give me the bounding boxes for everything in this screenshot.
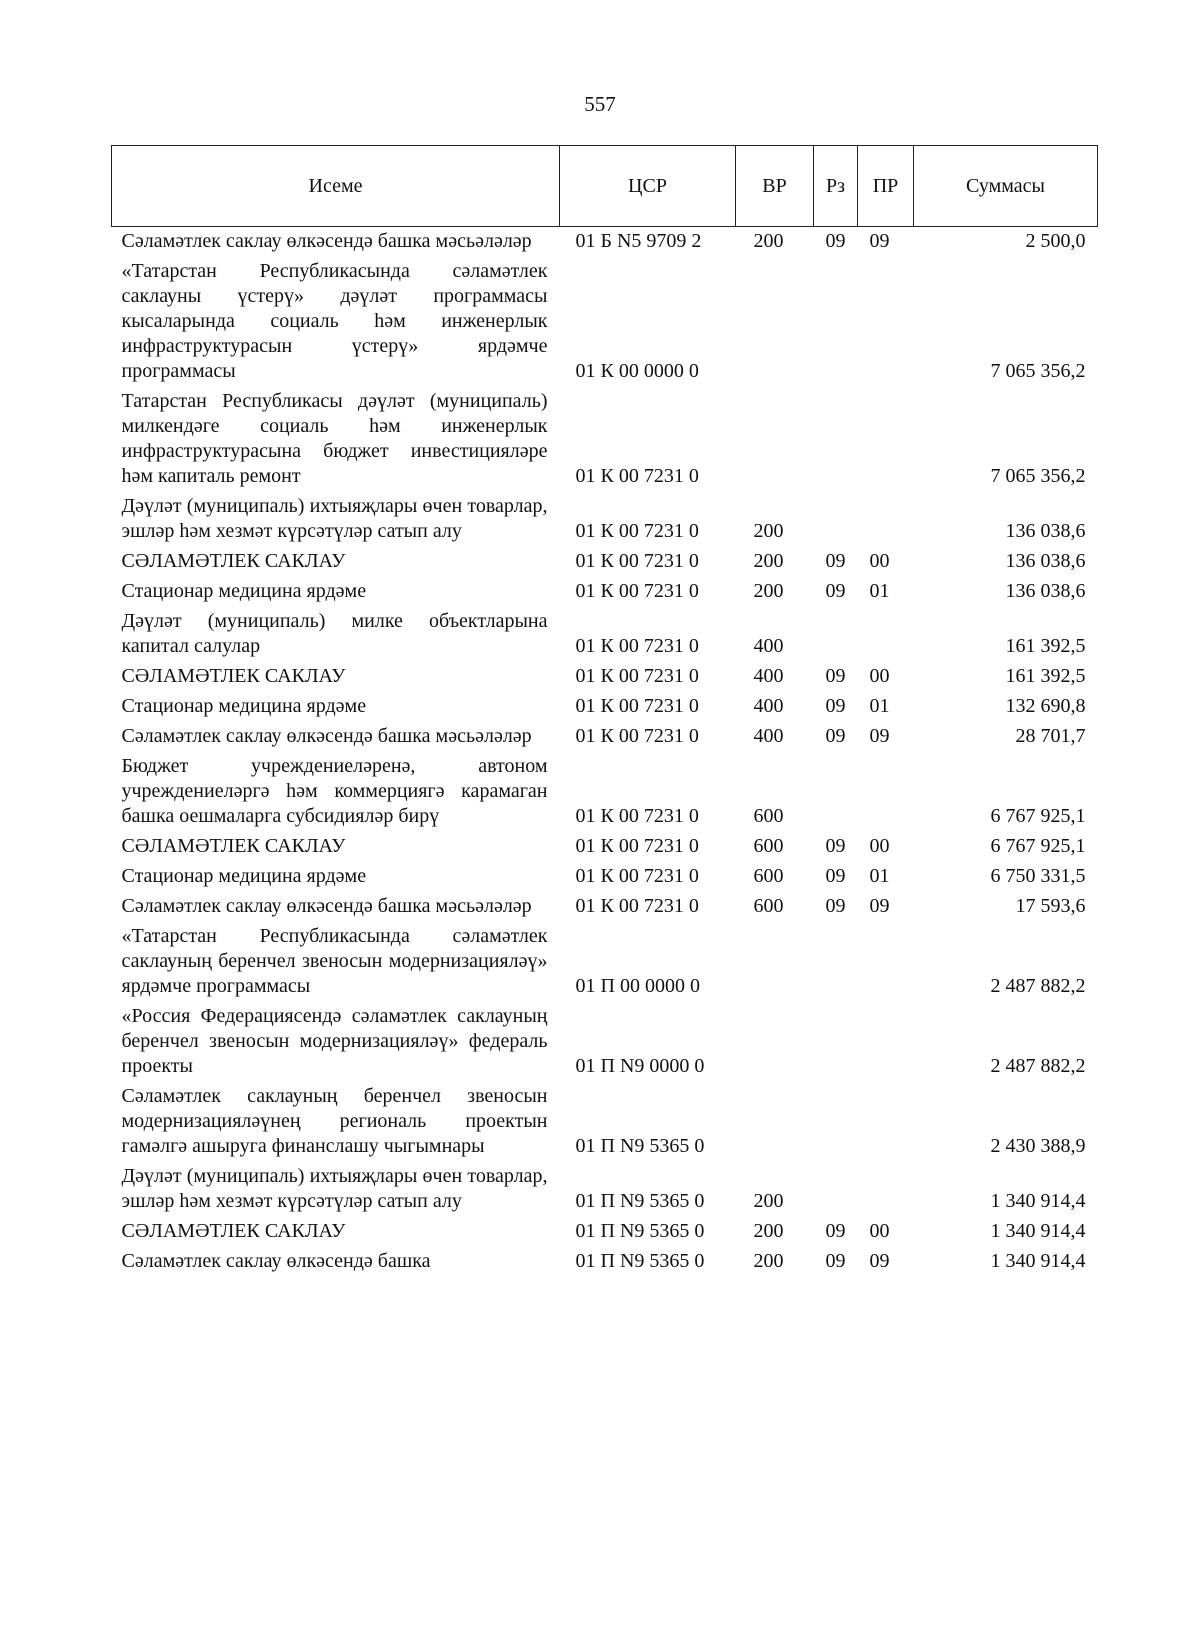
cell-csr: 01 К 00 7231 0 [575, 580, 699, 602]
cell-vr: 600 [753, 865, 784, 887]
cell-rz: 09 [825, 1220, 846, 1242]
cell-vr [736, 1002, 814, 1082]
cell-sum: 2 500,0 [1025, 230, 1086, 252]
page-number: 557 [584, 92, 616, 116]
cell-rz: 09 [825, 1250, 846, 1272]
cell-vr [736, 387, 814, 492]
table-row [112, 1162, 1098, 1217]
cell-rz: 09 [825, 695, 846, 717]
table-row [112, 257, 1098, 387]
cell-csr: 01 К 00 7231 0 [575, 835, 699, 857]
cell-pr: 00 [869, 550, 890, 572]
table-row [112, 1247, 1098, 1277]
table-row [112, 1082, 1098, 1162]
header-csr: ЦСР [560, 146, 736, 227]
cell-csr: 01 Б N5 9709 2 [575, 230, 702, 252]
cell-csr: 01 К 00 7231 0 [575, 635, 699, 657]
table-header-row [112, 146, 1098, 227]
cell-csr: 01 П N9 5365 0 [575, 1220, 705, 1242]
cell-rz [814, 922, 858, 1002]
table-row [112, 607, 1098, 662]
table-row [112, 832, 1098, 862]
cell-sum: 161 392,5 [1005, 665, 1086, 687]
cell-pr: 09 [869, 725, 890, 747]
cell-sum: 1 340 914,4 [990, 1220, 1086, 1242]
cell-rz [814, 492, 858, 547]
cell-name: Татарстан Республикасы дәүләт (муниципаль) милкендәге социаль һәм инженерлык инфраструктурасына бюджет инвестицияләре һәм капиталь ремонт [121, 390, 548, 487]
cell-sum: 136 038,6 [1005, 520, 1086, 542]
cell-pr: 01 [869, 695, 890, 717]
header-rz: Рз [814, 146, 858, 227]
cell-name: СӘЛАМӘТЛЕК САКЛАУ [121, 835, 346, 857]
cell-vr: 200 [753, 1250, 784, 1272]
cell-vr: 600 [753, 895, 784, 917]
cell-pr [858, 607, 914, 662]
cell-csr: 01 П N9 5365 0 [575, 1190, 705, 1212]
cell-csr: 01 К 00 7231 0 [575, 665, 699, 687]
cell-rz [814, 607, 858, 662]
table-row [112, 692, 1098, 722]
cell-name: «Татарстан Республикасында сәламәтлек саклауны үстерү» дәүләт программасы кысаларында социаль һәм инженерлык инфраструктурасын үстерү» ярдәмче программасы [121, 260, 548, 382]
cell-rz: 09 [825, 835, 846, 857]
cell-csr: 01 К 00 7231 0 [575, 465, 699, 487]
cell-csr: 01 К 00 7231 0 [575, 520, 699, 542]
cell-sum: 2 430 388,9 [990, 1135, 1086, 1157]
cell-sum: 1 340 914,4 [990, 1250, 1086, 1272]
header-sum: Суммасы [914, 146, 1098, 227]
cell-rz [814, 257, 858, 387]
cell-pr: 01 [869, 580, 890, 602]
cell-sum: 136 038,6 [1005, 550, 1086, 572]
cell-name: СӘЛАМӘТЛЕК САКЛАУ [121, 665, 346, 687]
cell-name: «Татарстан Республикасында сәламәтлек саклауның беренчел звеносын модернизацияләү» ярдәмче программасы [121, 925, 548, 997]
cell-csr: 01 К 00 7231 0 [575, 550, 699, 572]
cell-name: Сәламәтлек саклау өлкәсендә башка [121, 1250, 431, 1272]
cell-vr: 600 [753, 835, 784, 857]
cell-name: Сәламәтлек саклау өлкәсендә башка мәсьәләләр [121, 725, 532, 747]
cell-vr: 200 [753, 580, 784, 602]
cell-rz [814, 1162, 858, 1217]
table-row [112, 577, 1098, 607]
cell-sum: 161 392,5 [1005, 635, 1086, 657]
cell-rz: 09 [825, 665, 846, 687]
cell-csr: 01 К 00 7231 0 [575, 725, 699, 747]
cell-vr: 200 [753, 1190, 784, 1212]
cell-csr: 01 К 00 0000 0 [575, 360, 699, 382]
cell-pr [858, 922, 914, 1002]
table-row [112, 722, 1098, 752]
cell-sum: 28 701,7 [1015, 725, 1086, 747]
budget-table [111, 145, 1098, 1277]
cell-csr: 01 К 00 7231 0 [575, 895, 699, 917]
cell-sum: 17 593,6 [1015, 895, 1086, 917]
cell-sum: 1 340 914,4 [990, 1190, 1086, 1212]
cell-vr: 400 [753, 665, 784, 687]
cell-vr: 600 [753, 805, 784, 827]
cell-pr [858, 492, 914, 547]
cell-rz [814, 1002, 858, 1082]
cell-vr [736, 257, 814, 387]
cell-vr: 400 [753, 695, 784, 717]
cell-sum: 7 065 356,2 [990, 360, 1086, 382]
cell-pr [858, 387, 914, 492]
cell-pr [858, 1162, 914, 1217]
header-vr: ВР [736, 146, 814, 227]
cell-csr: 01 К 00 7231 0 [575, 865, 699, 887]
table-row [112, 892, 1098, 922]
cell-pr [858, 1082, 914, 1162]
cell-name: Стационар медицина ярдәме [121, 695, 367, 717]
cell-rz: 09 [825, 895, 846, 917]
cell-sum: 136 038,6 [1005, 580, 1086, 602]
cell-rz [814, 387, 858, 492]
table-row [112, 752, 1098, 832]
cell-sum: 6 767 925,1 [990, 805, 1086, 827]
cell-name: Стационар медицина ярдәме [121, 580, 367, 602]
cell-name: Сәламәтлек саклау өлкәсендә башка мәсьәләләр [121, 230, 532, 252]
cell-name: СӘЛАМӘТЛЕК САКЛАУ [121, 1220, 346, 1242]
cell-vr: 400 [753, 725, 784, 747]
cell-csr: 01 К 00 7231 0 [575, 695, 699, 717]
table-row [112, 922, 1098, 1002]
cell-sum: 7 065 356,2 [990, 465, 1086, 487]
cell-vr: 200 [753, 550, 784, 572]
cell-pr [858, 1002, 914, 1082]
cell-csr: 01 П N9 5365 0 [575, 1135, 705, 1157]
cell-name: Дәүләт (муниципаль) ихтыяҗлары өчен товарлар, эшләр һәм хезмәт күрсәтүләр сатып алу [121, 495, 548, 542]
cell-pr: 01 [869, 865, 890, 887]
cell-csr: 01 К 00 7231 0 [575, 805, 699, 827]
cell-pr: 09 [869, 230, 890, 252]
table-row [112, 547, 1098, 577]
cell-vr: 400 [753, 635, 784, 657]
cell-sum: 2 487 882,2 [990, 975, 1086, 997]
cell-vr: 200 [753, 1220, 784, 1242]
cell-rz: 09 [825, 230, 846, 252]
table-row [112, 227, 1098, 258]
table-row [112, 1002, 1098, 1082]
cell-vr [736, 922, 814, 1002]
cell-rz: 09 [825, 725, 846, 747]
cell-name: Стационар медицина ярдәме [121, 865, 367, 887]
cell-pr: 09 [869, 895, 890, 917]
cell-name: СӘЛАМӘТЛЕК САКЛАУ [121, 550, 346, 572]
table-row [112, 387, 1098, 492]
cell-rz: 09 [825, 580, 846, 602]
cell-name: Дәүләт (муниципаль) милке объектларына капитал салулар [121, 610, 548, 657]
cell-csr: 01 П N9 0000 0 [575, 1055, 705, 1077]
cell-sum: 6 750 331,5 [990, 865, 1086, 887]
cell-csr: 01 П 00 0000 0 [575, 975, 700, 997]
cell-pr [858, 257, 914, 387]
cell-sum: 6 767 925,1 [990, 835, 1086, 857]
cell-sum: 2 487 882,2 [990, 1055, 1086, 1077]
cell-name: Бюджет учреждениеләренә, автоном учреждениеләргә һәм коммерциягә карамаган башка оешмаларга субсидияләр бирү [121, 755, 548, 827]
cell-sum: 132 690,8 [1005, 695, 1086, 717]
cell-pr: 00 [869, 835, 890, 857]
table-row [112, 862, 1098, 892]
cell-pr: 00 [869, 1220, 890, 1242]
cell-pr [858, 752, 914, 832]
cell-rz [814, 1082, 858, 1162]
table-row [112, 662, 1098, 692]
cell-name: Дәүләт (муниципаль) ихтыяҗлары өчен товарлар, эшләр һәм хезмәт күрсәтүләр сатып алу [121, 1165, 548, 1212]
header-pr: ПР [858, 146, 914, 227]
cell-name: Сәламәтлек саклауның беренчел звеносын модернизацияләүнең региональ проектын гамәлгә ашыруга финанслашу чыгымнары [121, 1085, 548, 1157]
cell-rz [814, 752, 858, 832]
cell-vr: 200 [753, 230, 784, 252]
table-row [112, 492, 1098, 547]
table-row [112, 1217, 1098, 1247]
cell-rz: 09 [825, 550, 846, 572]
cell-csr: 01 П N9 5365 0 [575, 1250, 705, 1272]
cell-vr [736, 1082, 814, 1162]
cell-name: Сәламәтлек саклау өлкәсендә башка мәсьәләләр [121, 895, 532, 917]
cell-pr: 09 [869, 1250, 890, 1272]
table-body [112, 227, 1098, 1278]
cell-name: «Россия Федерациясендә сәламәтлек саклауның беренчел звеносын модернизацияләү» федераль проекты [121, 1005, 548, 1077]
cell-vr: 200 [753, 520, 784, 542]
cell-pr: 00 [869, 665, 890, 687]
cell-rz: 09 [825, 865, 846, 887]
header-name: Исеме [112, 146, 560, 227]
